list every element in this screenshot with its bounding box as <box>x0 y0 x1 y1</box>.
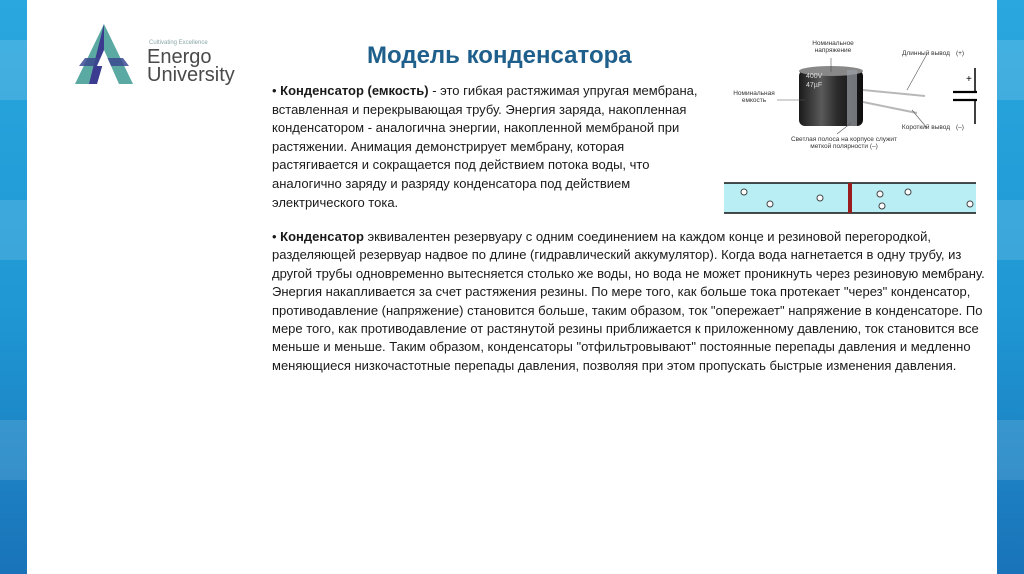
term-capacitor: Конденсатор <box>280 229 364 244</box>
paragraph-membrane <box>272 82 712 212</box>
water-particle <box>767 201 773 207</box>
frame-band <box>997 420 1024 480</box>
left-frame-bar <box>0 0 27 574</box>
slide <box>27 0 997 574</box>
label-short-lead: Короткий вывод <box>901 124 951 131</box>
logo-tagline: Cultivating Excellence <box>149 40 208 46</box>
paragraph-text: - это гибкая растяжимая упругая мембрана, вставленная и перекрывающая трубу. Энергия заряда, накопленная конденсатором - аналогична энергии, накопленной мембраной при растяжении. Анимация демонстрирует мембрану, которая растягивается и сокращается под действием потока воды, что аналогично заряду и разряду конденсатора под действием электрического тока. <box>272 83 698 210</box>
water-particle <box>879 203 885 209</box>
frame-band <box>997 40 1024 100</box>
schematic-plus-sign: + <box>966 74 972 85</box>
pipe-diagram <box>724 182 976 214</box>
rubber-membrane <box>848 183 852 213</box>
bullet: • <box>272 229 281 244</box>
logo-name-line1: Energo <box>147 46 212 68</box>
pipe-membrane-animation <box>724 182 976 214</box>
label-rated-capacitance: Номинальная емкость <box>733 90 775 104</box>
term-capacitor: Конденсатор (емкость) <box>280 83 429 98</box>
water-particle <box>905 189 911 195</box>
frame-band <box>0 420 27 480</box>
water-particle <box>967 201 973 207</box>
frame-band <box>0 40 27 100</box>
page-title: Модель конденсатора <box>367 42 632 69</box>
label-short-lead-sign: (–) <box>956 124 964 131</box>
label-polarity-stripe: Светлая полоса на корпусе служит меткой полярности (–) <box>790 136 898 150</box>
capacitor-voltage-print: 400V <box>806 73 823 80</box>
water-particle <box>741 189 747 195</box>
capacitor-diagram <box>717 38 987 163</box>
label-long-lead-sign: (+) <box>955 50 965 57</box>
water-particle <box>817 195 823 201</box>
energo-university-logo <box>69 20 249 90</box>
paragraph-reservoir <box>272 228 1002 375</box>
logo-triangle-icon <box>69 20 139 88</box>
paragraph-text: эквивалентен резервуару с одним соединением на каждом конце и резиновой перегородкой, разделяющей резервуар надвое по длине (гидравлический аккумулятор). Когда вода нагнетается в одну трубу, из другой трубы одновременно вытесняется столько же воды, но вода не может проникнуть через резиновую мембрану. Энергия накапливается за счет растяжения резины. По мере того, как больше тока протекает "через" конденсатор, противодавление (напряжение) становится больше, таким образом, ток "опережает" напряжение в конденсаторе. По мере того, как противодавление от растянутой резины приближается к приложенному давлению, ток становится все меньше и меньше. Таким образом, конденсаторы "отфильтровывают" постоянные перепады давления и медленно меняющиеся низкочастотные перепады давления, позволяя при этом пропускать быстрые изменения давления. <box>272 229 985 373</box>
water-particle <box>877 191 883 197</box>
logo-name-line2: University <box>147 64 235 86</box>
frame-band <box>0 200 27 260</box>
label-long-lead: Длинный вывод <box>902 50 950 57</box>
label-rated-voltage: Номинальное напряжение <box>812 40 854 54</box>
capacitor-capacitance-print: 47µF <box>806 82 823 89</box>
bullet: • <box>272 83 281 98</box>
